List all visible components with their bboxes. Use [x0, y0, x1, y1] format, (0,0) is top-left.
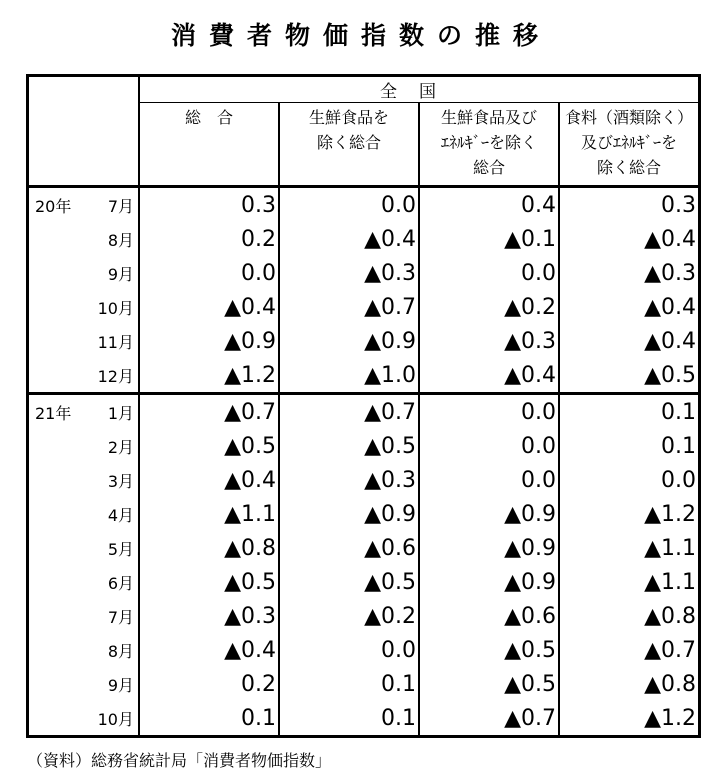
- row-label: [28, 429, 140, 463]
- table-cell: ▲0.4: [139, 290, 279, 324]
- table-cell: 0.0: [139, 256, 279, 290]
- table-cell: 0.0: [419, 463, 559, 497]
- table-cell: ▲1.2: [559, 701, 700, 737]
- month-label: 9月: [107, 265, 134, 284]
- month-label: 6月: [107, 574, 134, 593]
- page-title: 消費者物価指数の推移: [170, 21, 551, 50]
- table-cell: ▲0.5: [139, 565, 279, 599]
- month-label: 8月: [107, 642, 134, 661]
- table-cell: ▲1.2: [559, 497, 700, 531]
- month-label: 11月: [97, 333, 134, 352]
- row-label: [28, 394, 140, 430]
- table-row: [28, 290, 700, 324]
- table-row: [28, 633, 700, 667]
- table-cell: 0.2: [139, 222, 279, 256]
- table-cell: ▲1.2: [139, 358, 279, 394]
- table-cell: ▲0.5: [419, 633, 559, 667]
- table-cell: ▲0.9: [419, 497, 559, 531]
- table-cell: ▲0.3: [279, 256, 419, 290]
- table-row: [28, 429, 700, 463]
- table-row: [28, 358, 700, 394]
- group-header: 全国: [139, 76, 700, 103]
- table-cell: 0.3: [559, 187, 700, 223]
- column-header: 生鮮食品を 除く総合: [279, 103, 419, 187]
- table-cell: ▲1.0: [279, 358, 419, 394]
- row-label: [28, 463, 140, 497]
- month-label: 2月: [107, 438, 134, 457]
- table-row: [28, 599, 700, 633]
- table-cell: ▲0.9: [419, 565, 559, 599]
- column-header: 総 合: [139, 103, 279, 187]
- table-cell: ▲0.5: [419, 667, 559, 701]
- cpi-table: [26, 74, 701, 738]
- table-row: [28, 187, 700, 223]
- table-cell: 0.0: [559, 463, 700, 497]
- table-cell: 0.0: [419, 256, 559, 290]
- month-label: 1月: [107, 404, 134, 423]
- source-note: （資料）総務省統計局「消費者物価指数」: [27, 751, 332, 770]
- table-cell: ▲0.7: [419, 701, 559, 737]
- table-row: [28, 394, 700, 430]
- table-cell: ▲0.2: [279, 599, 419, 633]
- table-cell: ▲0.3: [279, 463, 419, 497]
- row-label: [28, 599, 140, 633]
- table-cell: ▲0.4: [559, 290, 700, 324]
- table-cell: ▲1.1: [559, 531, 700, 565]
- header-stub: [28, 76, 140, 187]
- row-label: [28, 324, 140, 358]
- table-cell: ▲0.4: [279, 222, 419, 256]
- table-cell: ▲0.7: [279, 394, 419, 430]
- table-cell: ▲0.9: [279, 324, 419, 358]
- table-cell: 0.1: [279, 701, 419, 737]
- table-cell: 0.0: [279, 187, 419, 223]
- table-cell: ▲0.7: [279, 290, 419, 324]
- month-label: 10月: [97, 710, 134, 729]
- table-cell: ▲0.5: [279, 565, 419, 599]
- column-header: 食料（酒類除く） 及びｴﾈﾙｷﾞｰを 除く総合: [559, 103, 700, 187]
- year-label: 21年: [35, 404, 72, 423]
- row-label: [28, 290, 140, 324]
- month-label: 10月: [97, 299, 134, 318]
- table-cell: ▲0.8: [139, 531, 279, 565]
- row-label: [28, 222, 140, 256]
- table-cell: ▲0.3: [419, 324, 559, 358]
- year-label: 20年: [35, 197, 72, 216]
- row-label: [28, 256, 140, 290]
- table-row: [28, 463, 700, 497]
- table-cell: ▲0.8: [559, 667, 700, 701]
- row-label: [28, 565, 140, 599]
- table-row: [28, 256, 700, 290]
- table-cell: ▲0.8: [559, 599, 700, 633]
- row-label: [28, 701, 140, 737]
- table-row: [28, 222, 700, 256]
- month-label: 12月: [97, 367, 134, 386]
- table-cell: ▲0.6: [279, 531, 419, 565]
- row-label: [28, 531, 140, 565]
- table-row: [28, 667, 700, 701]
- row-label: [28, 497, 140, 531]
- column-header: 生鮮食品及び ｴﾈﾙｷﾞｰを除く 総合: [419, 103, 559, 187]
- table-cell: ▲0.4: [559, 324, 700, 358]
- table-row: [28, 565, 700, 599]
- month-label: 3月: [107, 472, 134, 491]
- table-cell: ▲1.1: [559, 565, 700, 599]
- table-cell: ▲1.1: [139, 497, 279, 531]
- table-cell: ▲0.9: [139, 324, 279, 358]
- table-cell: 0.1: [559, 394, 700, 430]
- row-label: [28, 667, 140, 701]
- month-label: 5月: [107, 540, 134, 559]
- table-cell: ▲0.3: [139, 599, 279, 633]
- month-label: 9月: [107, 676, 134, 695]
- table-cell: ▲0.4: [139, 463, 279, 497]
- table-row: [28, 531, 700, 565]
- table-cell: ▲0.5: [559, 358, 700, 394]
- table-cell: ▲0.4: [139, 633, 279, 667]
- month-label: 4月: [107, 506, 134, 525]
- table-cell: 0.1: [139, 701, 279, 737]
- table-cell: ▲0.2: [419, 290, 559, 324]
- table-cell: ▲0.7: [559, 633, 700, 667]
- month-label: 8月: [107, 231, 134, 250]
- month-label: 7月: [107, 197, 134, 216]
- row-label: [28, 358, 140, 394]
- table-cell: ▲0.1: [419, 222, 559, 256]
- table-cell: 0.0: [279, 633, 419, 667]
- table-row: [28, 497, 700, 531]
- row-label: [28, 187, 140, 223]
- table-cell: ▲0.4: [559, 222, 700, 256]
- table-row: [28, 324, 700, 358]
- table-cell: ▲0.5: [279, 429, 419, 463]
- table-row: [28, 701, 700, 737]
- row-label: [28, 633, 140, 667]
- table-cell: ▲0.9: [279, 497, 419, 531]
- table-cell: 0.3: [139, 187, 279, 223]
- table-cell: 0.0: [419, 429, 559, 463]
- table-cell: 0.4: [419, 187, 559, 223]
- table-cell: 0.1: [559, 429, 700, 463]
- table-cell: ▲0.7: [139, 394, 279, 430]
- table-cell: ▲0.9: [419, 531, 559, 565]
- month-label: 7月: [107, 608, 134, 627]
- table-cell: ▲0.3: [559, 256, 700, 290]
- table-cell: 0.1: [279, 667, 419, 701]
- table-cell: 0.0: [419, 394, 559, 430]
- table-cell: ▲0.5: [139, 429, 279, 463]
- table-cell: 0.2: [139, 667, 279, 701]
- table-cell: ▲0.6: [419, 599, 559, 633]
- table-cell: ▲0.4: [419, 358, 559, 394]
